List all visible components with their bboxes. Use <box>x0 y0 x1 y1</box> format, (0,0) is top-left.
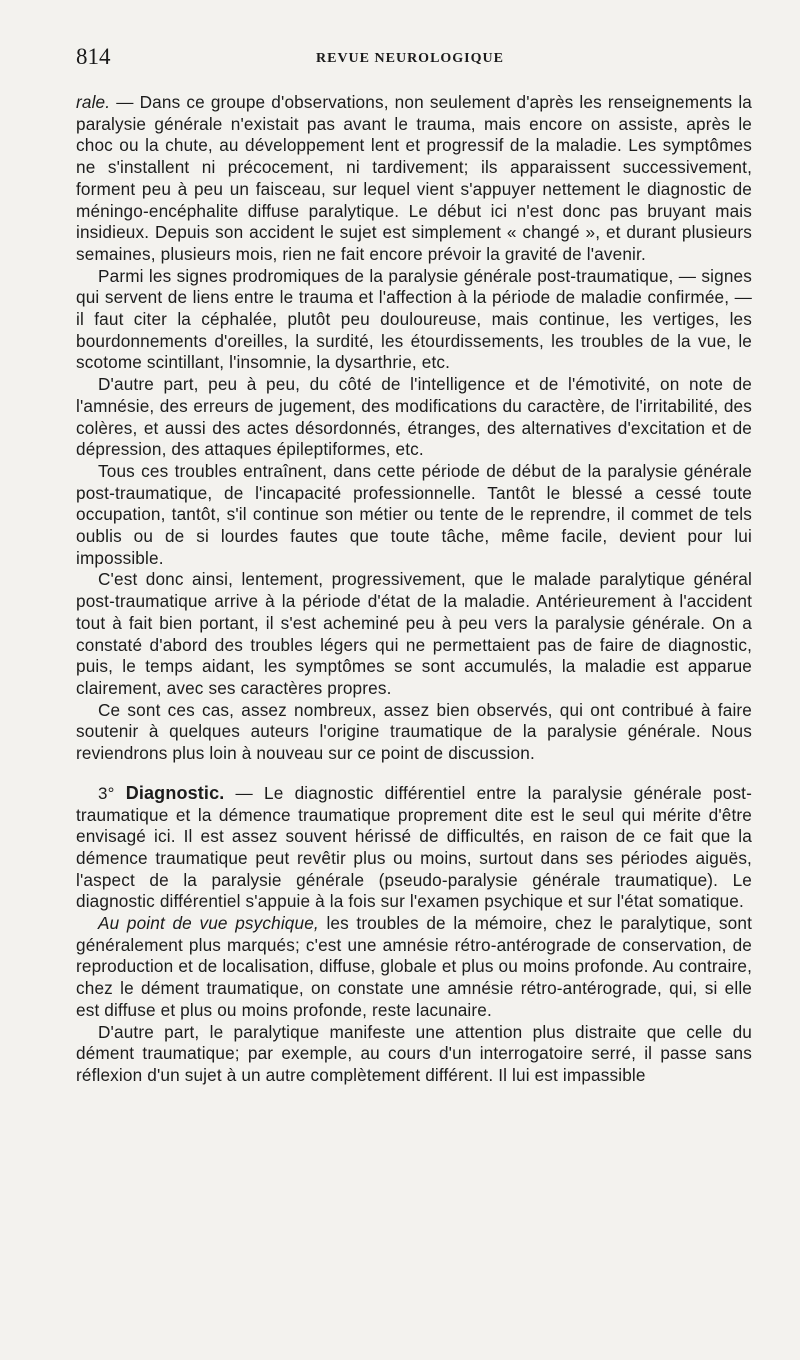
paragraph-8 <box>76 913 752 1022</box>
paragraph-9: D'autre part, le paralytique manifeste une attention plus distraite que celle du dément traumatique; par exemple, au cours d'un interrogatoire serré, il passe sans réflexion d'un sujet à un autre complètement différent. Il lui est impassible <box>76 1021 752 1085</box>
paragraph-4: Tous ces troubles entraînent, dans cette période de début de la paralysie générale post-traumatique, de l'incapacité professionnelle. Tantôt le blessé a cessé toute occupation, tantôt, s'il continue son métier ou tente de le reprendre, il commet de tels oublis ou de si lourdes fautes que toute tâche, même facile, devient pour lui impossible. <box>76 460 752 568</box>
paragraph-6: Ce sont ces cas, assez nombreux, assez bien observés, qui ont contribué à faire soutenir à quelques auteurs l'origine traumatique de la paralysie générale. Nous reviendrons plus loin à nouveau sur ce point de discussion. <box>76 699 752 764</box>
paragraph-8-lead: Au point de vue psychique, <box>98 913 319 934</box>
section-number: 3° <box>98 783 115 803</box>
paragraph-3: D'autre part, peu à peu, du côté de l'intelligence et de l'émotivité, on note de l'amnésie, des erreurs de jugement, des modifications du caractère, de l'irritabilité, des colères, et aussi des actes désordonnés, étranges, des alternatives d'excitation et de dépression, des attaques épileptiformes, etc. <box>76 374 752 460</box>
paragraph-1-text: — Dans ce groupe d'observations, non seulement d'après les renseignements la paralysie générale n'existait pas avant le trauma, mais encore on assiste, après le choc ou la chute, au développement lent et progressif de la maladie. Les symptômes ne s'installent ni précocement, ni tardivement; ils apparaissent successivement, forment peu à peu un faisceau, sur lequel vient s'appuyer nettement le diagnostic de méningo-encéphalite diffuse paralytique. Le début ici n'est donc pas bruyant mais insidieux. Depuis son accident le sujet est simplement « changé », et durant plusieurs semaines, plusieurs mois, rien ne fait encore prévoir la gravité de l'avenir. <box>76 92 752 264</box>
body-text <box>76 92 752 1087</box>
section-diagnostic-text: — Le diagnostic différentiel entre la paralysie générale post-traumatique et la démence traumatique proprement dite est le seul qui mérite d'être envisagé ici. Il est assez souvent hérissé de difficultés, en raison de ce fait que la démence traumatique peut revêtir plus ou moins, surtout dans ses périodes aiguës, l'aspect de la paralysie générale (pseudo-paralysie générale traumatique). Le diagnostic différentiel s'appuie à la fois sur l'examen psychique et sur l'état somatique. <box>76 782 752 912</box>
running-title: REVUE NEUROLOGIQUE <box>316 51 504 66</box>
paragraph-2: Parmi les signes prodromiques de la paralysie générale post-traumatique, — signes qui servent de liens entre le trauma et l'affection à la période de maladie confirmée, — il faut citer la céphalée, plutôt peu douloureuse, mais continue, les vertiges, les bourdonnements d'oreilles, la surdité, les étourdissements, les troubles de la vue, le scotome scintillant, l'insomnie, la dysarthrie, etc. <box>76 265 752 373</box>
paragraph-8-text: les troubles de la mémoire, chez le paralytique, sont généralement plus marqués; c'est une amnésie rétro-antérograde de conservation, de reproduction et de localisation, diffuse, globale et plus ou moins profonde. Au contraire, chez le dément traumatique, on constate une amnésie rétro-antérograde, qui, si elle est diffuse et plus ou moins profonde, reste lacunaire. <box>76 913 752 1020</box>
paragraph-1-lead: rale. <box>76 92 111 112</box>
paragraph-1 <box>76 92 752 266</box>
section-diagnostic <box>76 783 752 913</box>
page-header <box>76 44 756 74</box>
page-number: 814 <box>76 44 111 69</box>
section-title: Diagnostic. <box>125 782 225 803</box>
paragraph-5: C'est donc ainsi, lentement, progressivement, que le malade paralytique général post-traumatique arrive à la période d'état de la maladie. Antérieurement à l'accident tout à fait bien portant, il s'est acheminé peu à peu vers la paralysie générale. On a constaté d'abord des troubles légers qui ne permettaient pas de faire de diagnostic, puis, le temps aidant, les symptômes se sont accumulés, la maladie est apparue clairement, avec ses caractères propres. <box>76 569 752 698</box>
